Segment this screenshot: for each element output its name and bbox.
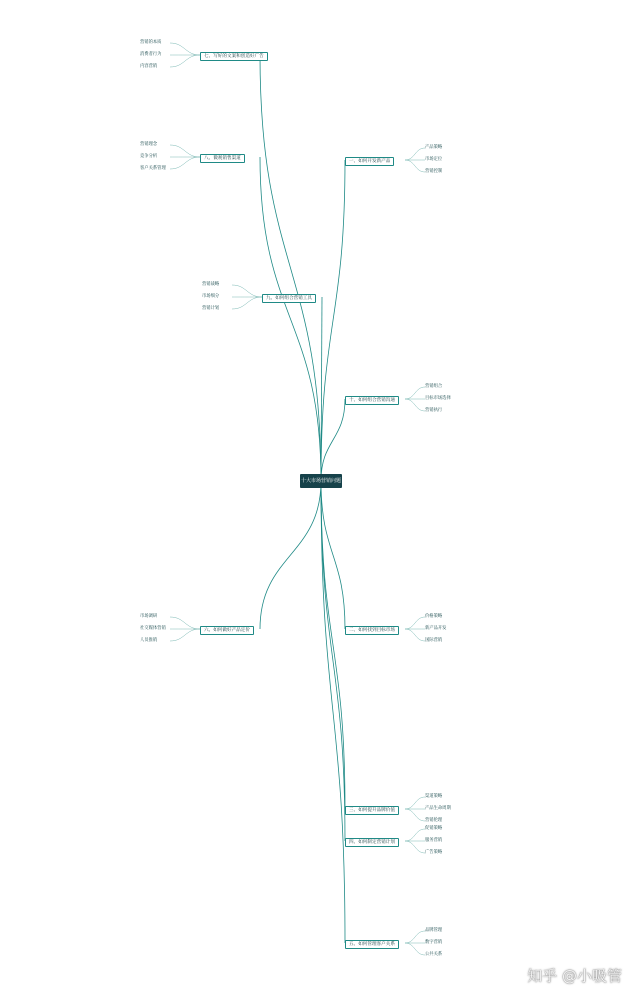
- connector-branch-sub-26: [405, 629, 425, 641]
- sub-node-11[interactable]: 消费者行为: [140, 52, 162, 57]
- connector-branch-sub-7: [405, 797, 425, 809]
- connector-branch-sub-2: [170, 145, 200, 157]
- sub-node-24[interactable]: 营销执行: [425, 408, 443, 413]
- connector-branch-sub-27: [405, 809, 425, 821]
- connector-branch-sub-30: [170, 629, 200, 641]
- branch-node-9[interactable]: 五、如何管理客户关系: [345, 940, 399, 949]
- sub-node-27[interactable]: 营销伦理: [425, 818, 443, 823]
- connector-root-branch-4: [321, 399, 345, 481]
- branch-node-10[interactable]: 六、如何做好产品定价: [200, 626, 254, 635]
- sub-node-4[interactable]: 营销组合: [425, 384, 443, 389]
- connector-branch-sub-3: [232, 285, 262, 297]
- connector-root-branch-2: [260, 157, 321, 481]
- connector-root-branch-5: [321, 160, 345, 481]
- branch-node-7[interactable]: 三、如何提升品牌价值: [345, 806, 399, 815]
- sub-node-20[interactable]: 社交媒体营销: [140, 626, 166, 631]
- connector-branch-sub-23: [232, 297, 262, 309]
- sub-node-1[interactable]: 营销的本质: [140, 40, 162, 45]
- sub-node-13[interactable]: 市场细分: [202, 294, 220, 299]
- connector-root-branch-8: [321, 481, 345, 841]
- sub-node-29[interactable]: 公共关系: [425, 952, 443, 957]
- root-node[interactable]: 十大市场营销问题: [300, 474, 342, 488]
- branch-node-1[interactable]: 七、写好的文案和创造好广告: [200, 52, 268, 61]
- sub-node-10[interactable]: 市场调研: [140, 614, 158, 619]
- sub-node-14[interactable]: 目标市场选择: [425, 396, 451, 401]
- connector-root-branch-1: [260, 55, 321, 481]
- branch-node-8[interactable]: 四、如何制定营销计划: [345, 838, 399, 847]
- connector-branch-sub-29: [405, 943, 425, 955]
- connector-branch-sub-9: [405, 931, 425, 943]
- sub-node-22[interactable]: 客户关系管理: [140, 166, 166, 171]
- sub-node-9[interactable]: 品牌管理: [425, 928, 443, 933]
- connector-branch-sub-21: [170, 55, 200, 67]
- watermark: 知乎 @小吸管: [527, 967, 622, 985]
- connector-branch-sub-4: [405, 387, 425, 399]
- connector-root-branch-6: [321, 481, 345, 629]
- sub-node-15[interactable]: 市场定位: [425, 157, 443, 162]
- connector-branch-sub-24: [405, 399, 425, 411]
- sub-node-26[interactable]: 国际营销: [425, 638, 443, 643]
- sub-node-25[interactable]: 营销控制: [425, 169, 443, 174]
- branch-node-6[interactable]: 二、如何找到目标市场: [345, 626, 399, 635]
- sub-node-3[interactable]: 营销战略: [202, 282, 220, 287]
- sub-node-16[interactable]: 新产品开发: [425, 626, 447, 631]
- sub-node-23[interactable]: 营销计划: [202, 306, 220, 311]
- sub-node-12[interactable]: 竞争分析: [140, 154, 158, 159]
- sub-node-19[interactable]: 数字营销: [425, 940, 443, 945]
- connector-root-branch-7: [321, 481, 345, 809]
- branch-node-5[interactable]: 一、如何开发新产品: [345, 157, 394, 166]
- connector-branch-sub-25: [405, 160, 425, 172]
- sub-node-5[interactable]: 产品策略: [425, 145, 443, 150]
- sub-node-17[interactable]: 产品生命周期: [425, 806, 451, 811]
- sub-node-7[interactable]: 渠道策略: [425, 794, 443, 799]
- connector-branch-sub-28: [405, 841, 425, 853]
- sub-node-28[interactable]: 广告策略: [425, 850, 443, 855]
- sub-node-8[interactable]: 促销策略: [425, 826, 443, 831]
- sub-node-2[interactable]: 营销理念: [140, 142, 158, 147]
- sub-node-18[interactable]: 服务营销: [425, 838, 443, 843]
- connector-branch-sub-8: [405, 829, 425, 841]
- sub-node-30[interactable]: 人员推销: [140, 638, 158, 643]
- branch-node-3[interactable]: 九、如何组合营销工具: [262, 294, 316, 303]
- sub-node-6[interactable]: 价格策略: [425, 614, 443, 619]
- branch-node-4[interactable]: 十、如何组合营销沟通: [345, 396, 399, 405]
- connector-branch-sub-10: [170, 617, 200, 629]
- branch-node-2[interactable]: 八、微观销售渠道: [200, 154, 245, 163]
- connector-branch-sub-22: [170, 157, 200, 169]
- connector-branch-sub-1: [170, 43, 200, 55]
- connector-branch-sub-6: [405, 617, 425, 629]
- connector-branch-sub-5: [405, 148, 425, 160]
- connector-root-branch-10: [260, 481, 321, 629]
- sub-node-21[interactable]: 内容营销: [140, 64, 158, 69]
